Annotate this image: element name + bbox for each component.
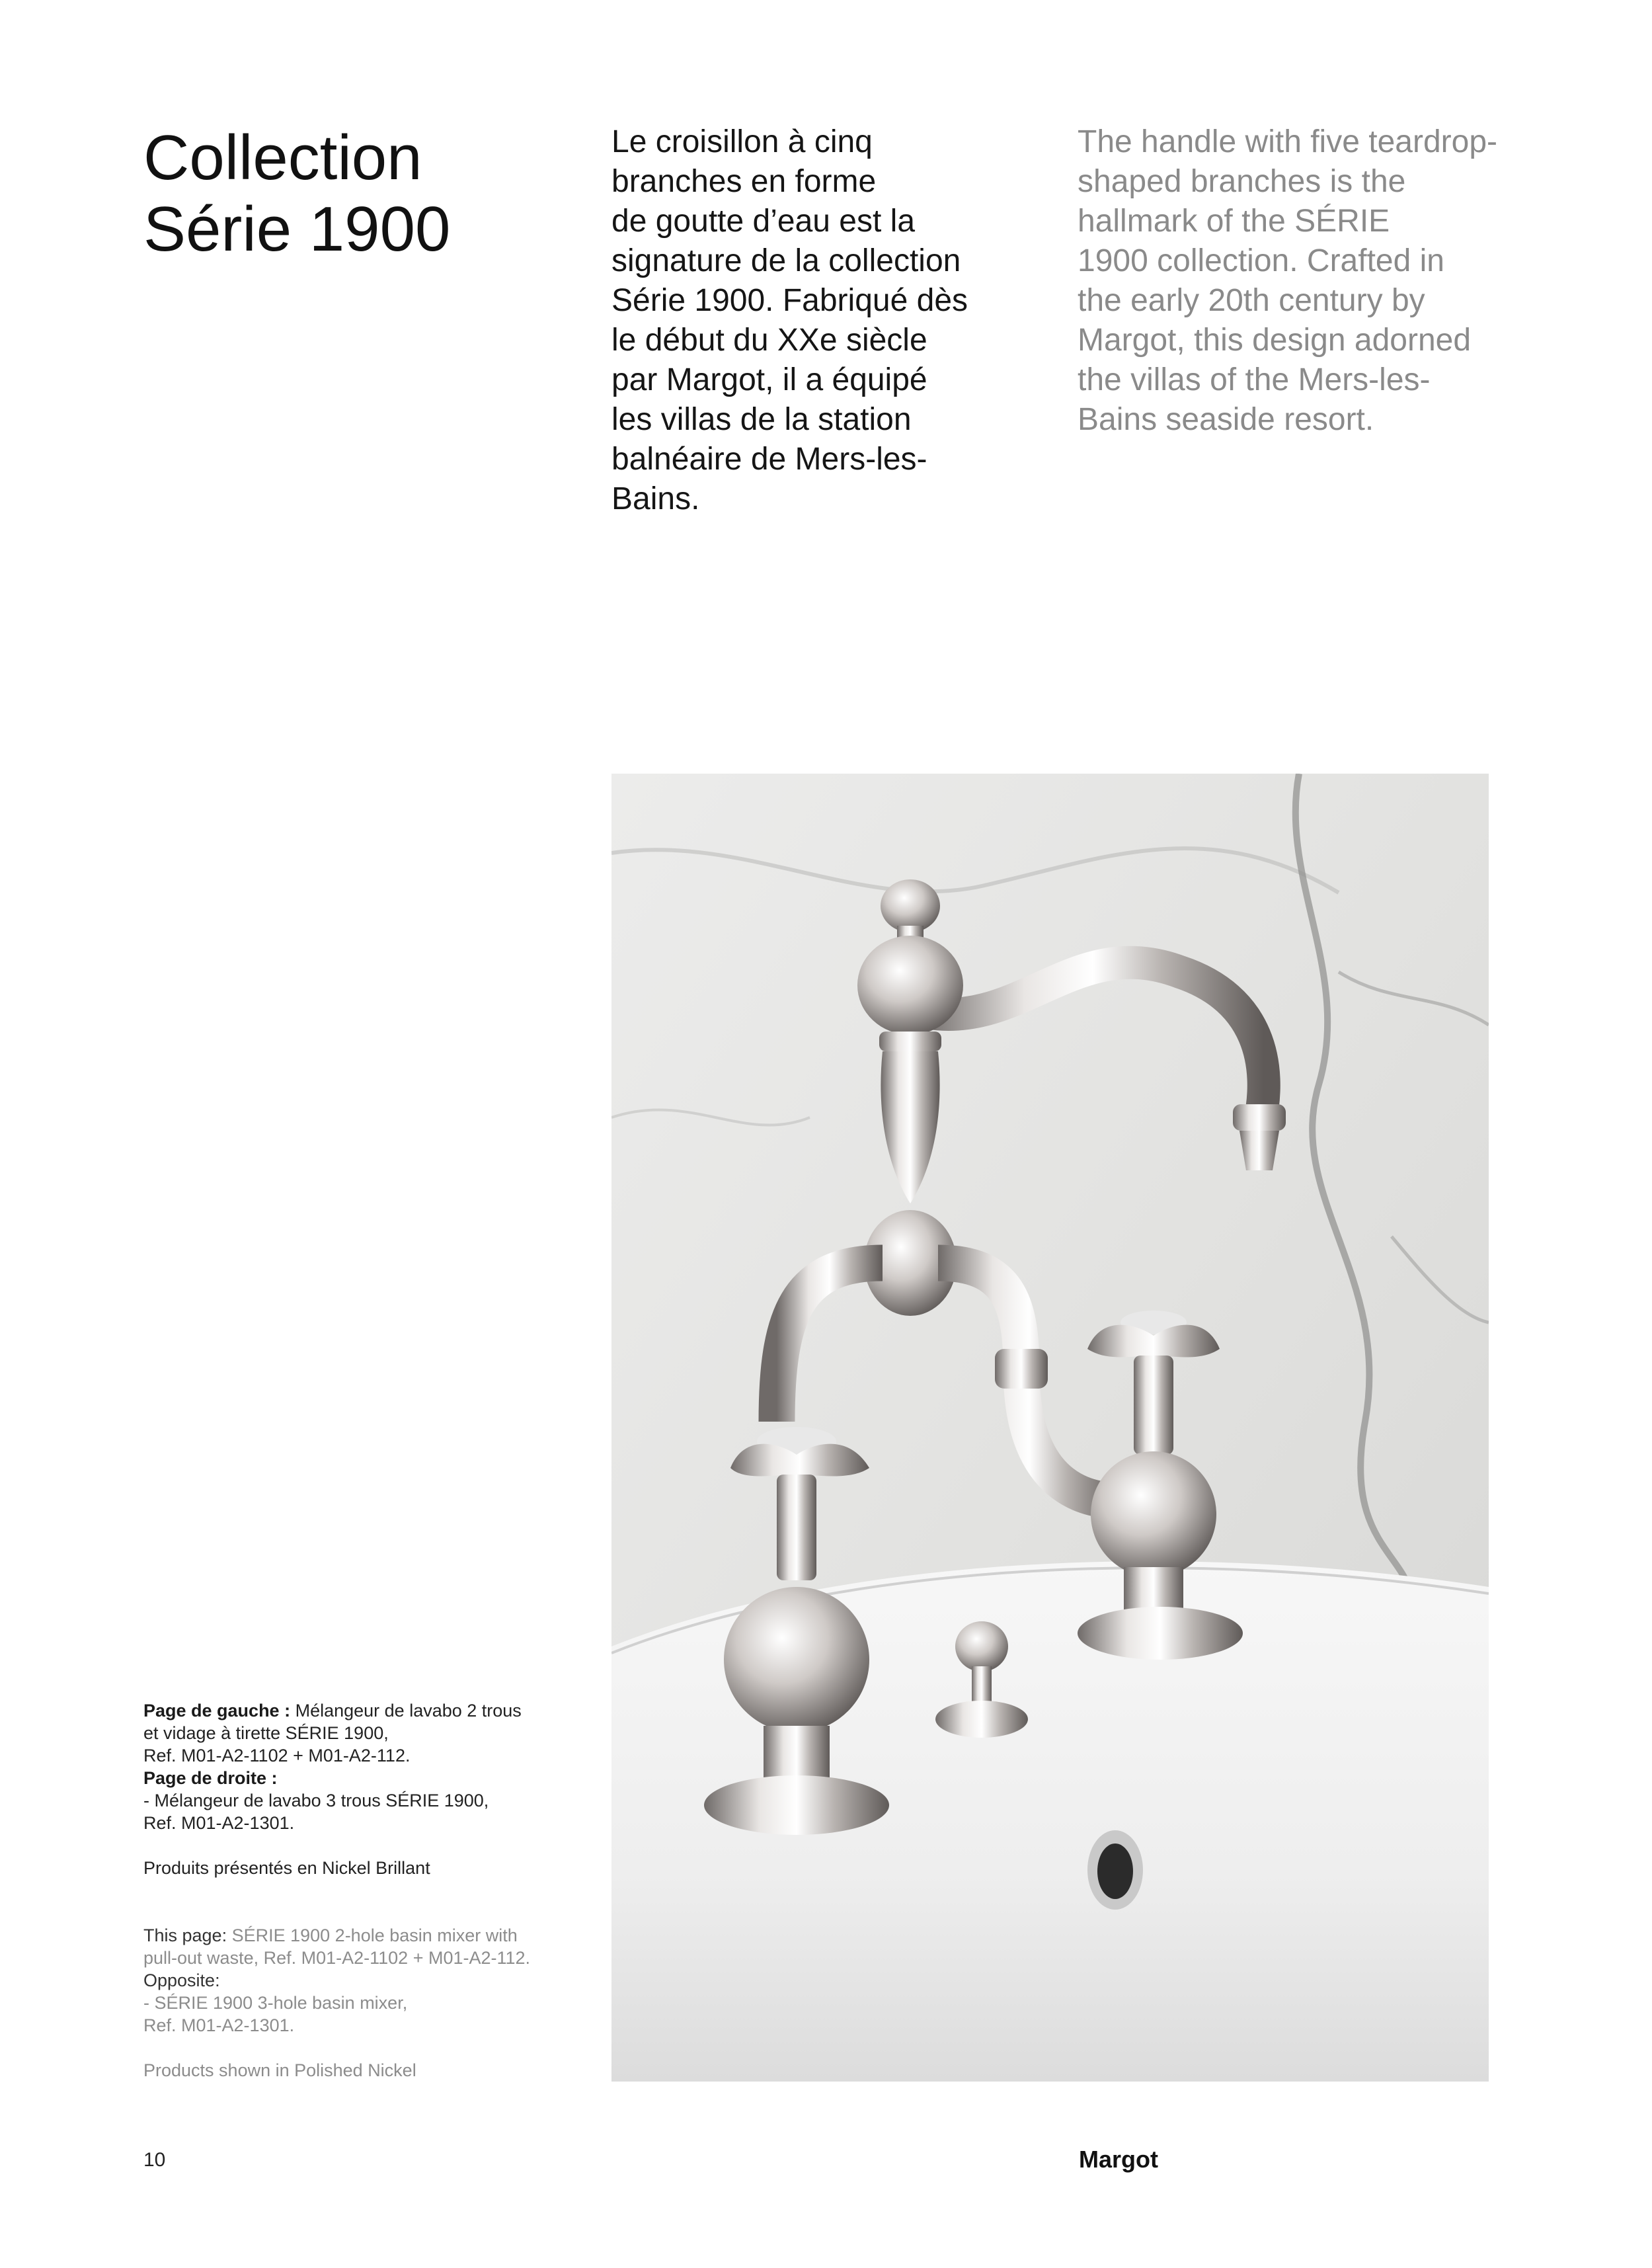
intro-en-line: the early 20th century by <box>1078 283 1425 318</box>
caption-english <box>143 1924 567 2082</box>
intro-fr-line: de goutte d’eau est la <box>611 204 916 239</box>
intro-fr-line: le début du XXe siècle <box>611 323 927 358</box>
brand-name: Margot <box>1079 2146 1158 2173</box>
intro-fr-line: signature de la collection <box>611 243 961 278</box>
intro-fr-line: les villas de la station <box>611 402 912 437</box>
faucet-illustration <box>611 774 1489 2082</box>
caption-finish: Produits présentés en Nickel Brillant <box>143 1858 430 1878</box>
intro-fr-line: Série 1900. Fabriqué dès <box>611 283 968 318</box>
caption-block <box>143 1699 567 2082</box>
intro-text-english <box>1078 122 1501 440</box>
intro-en-line: Bains seaside resort. <box>1078 402 1374 437</box>
caption-line: et vidage à tirette SÉRIE 1900, <box>143 1723 389 1743</box>
intro-en-line: The handle with five teardrop- <box>1078 124 1498 159</box>
intro-en-line: Margot, this design adorned <box>1078 323 1472 358</box>
page-title <box>143 122 567 264</box>
caption-line <box>143 1924 567 1947</box>
intro-fr-line: balnéaire de Mers-les- <box>611 442 927 477</box>
title-line-2: Série 1900 <box>143 193 451 264</box>
caption-opposite-label: Opposite: <box>143 1970 220 1990</box>
caption-text: Mélangeur de lavabo 2 trous <box>290 1701 522 1721</box>
caption-right-page-label: Page de droite : <box>143 1768 278 1788</box>
caption-french <box>143 1699 567 1879</box>
caption-line <box>143 1699 567 1722</box>
intro-text-french <box>611 122 1008 519</box>
caption-line: - Mélangeur de lavabo 3 trous SÉRIE 1900, <box>143 1791 489 1810</box>
caption-this-page-label: This page: <box>143 1925 227 1945</box>
caption-line: - SÉRIE 1900 3-hole basin mixer, <box>143 1993 408 2013</box>
intro-en-line: the villas of the Mers-les- <box>1078 362 1431 397</box>
page-number: 10 <box>143 2149 166 2171</box>
intro-en-line: hallmark of the SÉRIE <box>1078 204 1390 239</box>
caption-text: SÉRIE 1900 2-hole basin mixer with <box>227 1925 518 1945</box>
caption-line: Ref. M01-A2-1301. <box>143 2015 295 2035</box>
intro-fr-line: par Margot, il a équipé <box>611 362 927 397</box>
product-photo-basin-mixer <box>611 774 1489 2082</box>
caption-line: pull-out waste, Ref. M01-A2-1102 + M01-A2-112. <box>143 1948 531 1968</box>
caption-line: Ref. M01-A2-1301. <box>143 1813 295 1833</box>
caption-left-page-label: Page de gauche : <box>143 1701 291 1721</box>
caption-finish: Products shown in Polished Nickel <box>143 2060 416 2080</box>
intro-en-line: shaped branches is the <box>1078 164 1406 199</box>
title-line-1: Collection <box>143 122 422 193</box>
intro-fr-line: Le croisillon à cinq <box>611 124 873 159</box>
intro-en-line: 1900 collection. Crafted in <box>1078 243 1444 278</box>
caption-line: Ref. M01-A2-1102 + M01-A2-112. <box>143 1746 411 1765</box>
intro-fr-line: branches en forme <box>611 164 877 199</box>
intro-fr-line: Bains. <box>611 481 700 516</box>
